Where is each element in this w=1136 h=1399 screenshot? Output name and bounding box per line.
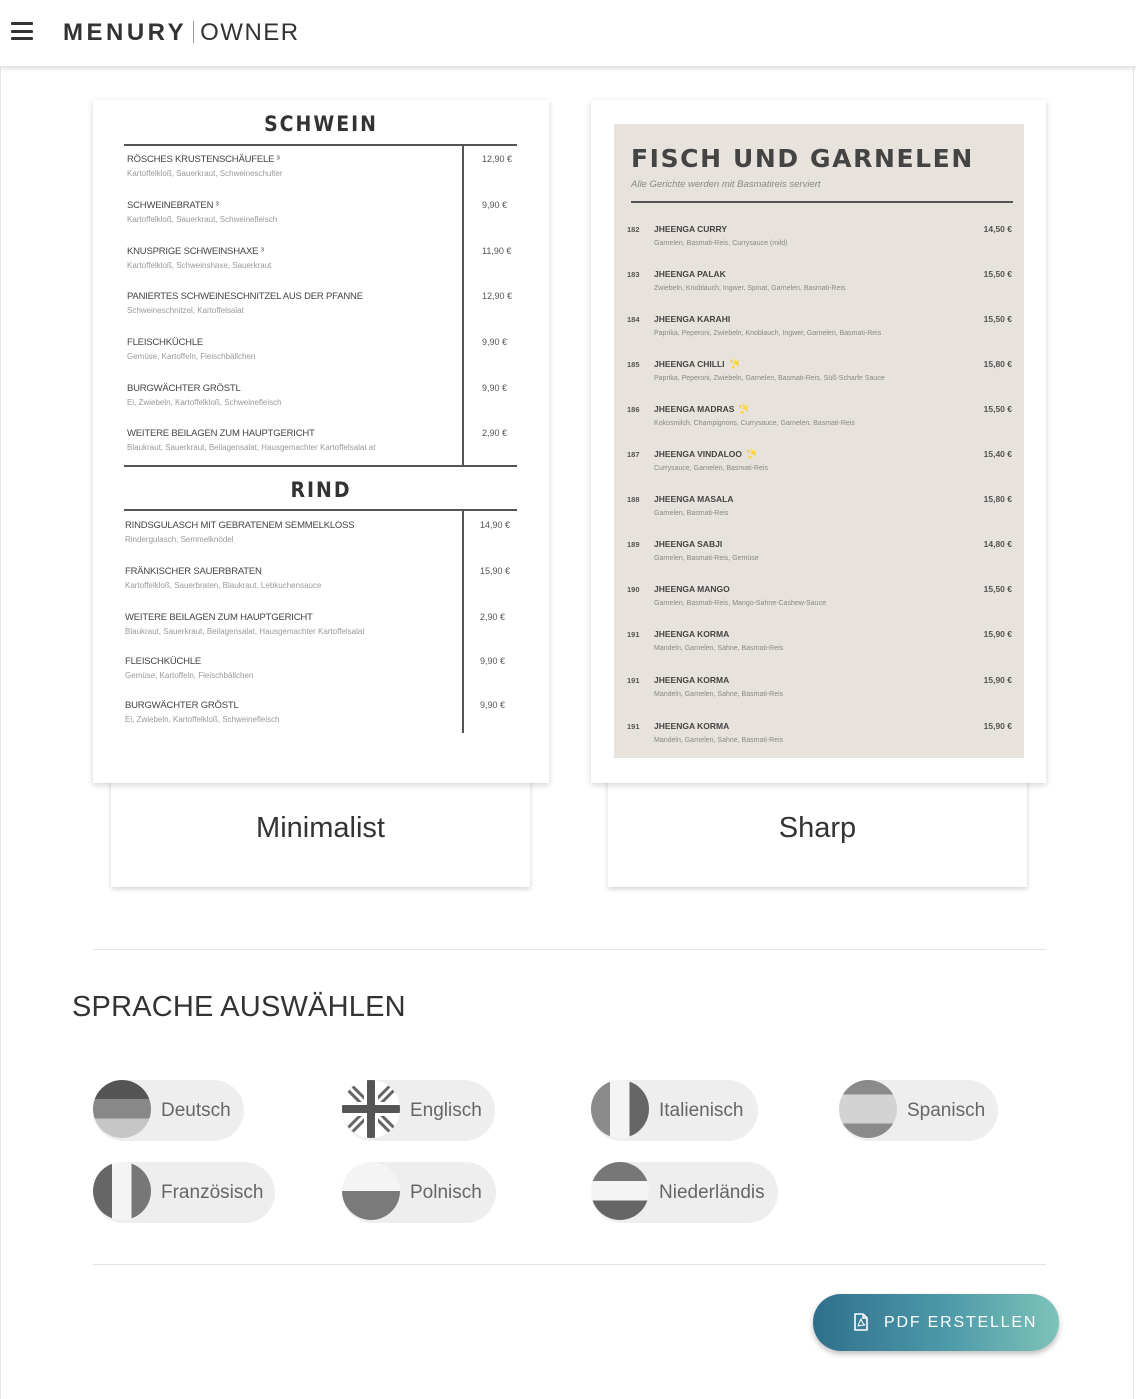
menu-item: SCHWEINEBRATEN ³ Kartoffelkloß, Sauerkraut, Schweinefleisch 9,90 € [127,200,508,224]
create-pdf-label: PDF ERSTELLEN [884,1314,1038,1331]
menu-item: WEITERE BEILAGEN ZUM HAUPTGERICHT Blaukraut, Sauerkraut, Beilagensalat, Hausgemachter Kartoffelsalat 2,90 € [125,612,506,636]
menu-item: BURGWÄCHTER GRÖSTL Ei, Zwiebeln, Kartoffelkloß, Schweinefleisch 9,90 € [127,383,508,407]
menu-item: FRÄNKISCHER SAUERBRATEN Kartoffelkloß, Sauerbraten, Blaukraut, Lebkuchensauce 15,90 € [125,566,511,590]
menu-item: 182 JHEENGA CURRY Garnelen, Basmati-Reis, Currysauce (mild) 14,50 € [627,224,1012,247]
flag-poland-icon [342,1162,400,1220]
language-option-deutsch[interactable]: Deutsch [93,1080,244,1141]
menu-item: FLEISCHKÜCHLE Gemüse, Kartoffeln, Fleischbällchen 9,90 € [127,337,508,361]
menu-item: 185 JHEENGA CHILLI ✨ Paprika, Peperoni, Zwiebeln, Garnelen, Basmati-Reis, Süß-Scharfe Sauce 15,80 € [627,356,1012,382]
flag-uk-icon [342,1080,400,1138]
template-preview-minimalist[interactable] [93,100,549,783]
menu-item: 184 JHEENGA KARAHI Paprika, Peperoni, Zwiebeln, Knoblauch, Ingwer, Garnelen, Basmati-Reis 15,50 € [627,314,1012,337]
template-preview-sharp[interactable] [591,100,1046,783]
flag-spain-icon [839,1080,897,1138]
menu-item: BURGWÄCHTER GRÖSTL Ei, Zwiebeln, Kartoffelkloß, Schweinefleisch 9,90 € [125,700,506,724]
section-divider [93,949,1046,950]
menu-item: 186 JHEENGA MADRAS ✨ Kokosmilch, Champignons, Currysauce, Garnelen, Basmati-Reis 15,50 € [627,401,1012,427]
flag-france-icon [93,1162,151,1220]
language-option-spanisch[interactable]: Spanisch [839,1080,998,1141]
menu-item: FLEISCHKÜCHLE Gemüse, Kartoffeln, Fleischbällchen 9,90 € [125,656,506,680]
create-pdf-button[interactable] [813,1294,1059,1351]
template-name-minimalist: Minimalist [256,812,385,844]
section-rule [124,509,517,511]
menu-item: 187 JHEENGA VINDALOO ✨ Currysauce, Garnelen, Basmati-Reis 15,40 € [627,446,1012,472]
language-option-franzoesisch[interactable]: Französisch [93,1162,275,1223]
app-brand [63,19,300,47]
menu-section-title: RIND [290,478,352,502]
template-name-sharp: Sharp [778,812,857,844]
menu-item: 183 JHEENGA PALAK Zwiebeln, Knoblauch, Ingwer, Spinat, Garnelen, Basmati-Reis 15,50 € [627,269,1012,292]
chili-icon: ✨ [744,446,761,463]
chili-icon: ✨ [726,356,743,373]
pdf-file-icon [854,1313,868,1331]
language-option-italienisch[interactable]: Italienisch [591,1080,758,1141]
language-section-heading: SPRACHE AUSWÄHLEN [72,991,406,1023]
menu-item: 191 JHEENGA KORMA Mandeln, Garnelen, Sahne, Basmati-Reis 15,90 € [627,721,1012,744]
language-option-niederlaendisch[interactable]: Niederländis [591,1162,778,1223]
menu-item: RINDSGULASCH MIT GEBRATENEM SEMMELKLOSS Rindergulasch, Semmelknödel 14,90 € [125,520,511,544]
menu-item: RÖSCHES KRUSTENSCHÄUFELE ³ Kartoffelkloß, Sauerkraut, Schweineschulter 12,90 € [127,154,513,178]
page-border-left [0,67,1,1399]
section-divider [93,1264,1046,1265]
page-border-right [1133,67,1134,1399]
menu-item: 190 JHEENGA MANGO Garnelen, Basmati-Reis, Mango-Sahne-Cashew-Sauce 15,50 € [627,584,1012,607]
flag-italy-icon [591,1080,649,1138]
hamburger-icon[interactable] [11,22,33,40]
menu-item: 188 JHEENGA MASALA Garnelen, Basmati-Reis 15,80 € [627,494,1012,517]
flag-germany-icon [93,1080,151,1138]
menu-section-title: SCHWEIN [264,112,378,136]
menu-item: 189 JHEENGA SABJI Garnelen, Basmati-Reis, Gemüse 14,80 € [627,539,1012,562]
section-rule [124,144,517,146]
menu-item: KNUSPRIGE SCHWEINSHAXE ³ Kartoffelkloß, Schweinshaxe, Sauerkraut 11,90 € [127,246,512,270]
menu-item: PANIERTES SCHWEINESCHNITZEL AUS DER PFANNE Schweineschnitzel, Kartoffelsalat 12,90 € [127,291,513,315]
language-option-polnisch[interactable]: Polnisch [342,1162,496,1223]
top-app-bar [0,0,1136,67]
menu-item: WEITERE BEILAGEN ZUM HAUPTGERICHT Blaukraut, Sauerkraut, Beilagensalat, Hausgemachter Kartoffelsalat at 2,90 € [127,428,508,452]
chili-icon: ✨ [736,401,753,418]
menu-item: 191 JHEENGA KORMA Mandeln, Garnelen, Sahne, Basmati-Reis 15,90 € [627,629,1012,652]
language-option-englisch[interactable]: Englisch [342,1080,495,1141]
brand-separator [193,21,194,43]
sharp-menu-page [614,124,1024,758]
brand-primary: MENURY [63,19,188,46]
menu-item: 191 JHEENGA KORMA Mandeln, Garnelen, Sahne, Basmati-Reis 15,90 € [627,675,1012,698]
brand-secondary: OWNER [200,19,300,46]
flag-netherlands-icon [591,1162,649,1220]
menu-section-subtitle: Alle Gerichte werden mit Basmatireis serviert [631,179,821,190]
section-rule [631,201,1013,203]
menu-section-title: FISCH UND GARNELEN [631,144,974,173]
